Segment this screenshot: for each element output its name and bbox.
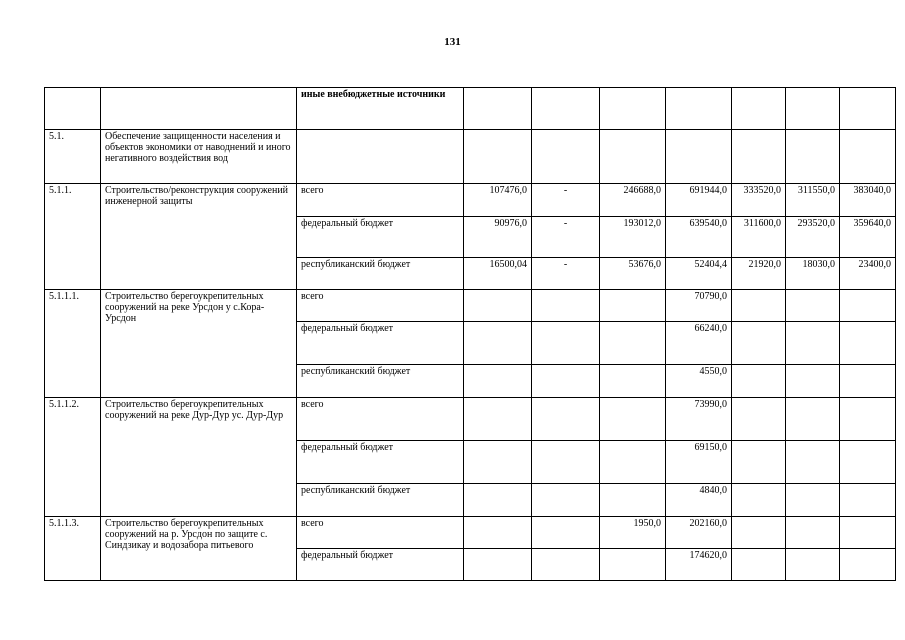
value-cell [840,484,896,517]
value-cell [532,517,600,549]
value-cell: 193012,0 [600,217,666,258]
value-cell [840,322,896,365]
value-cell [732,365,786,398]
value-cell [840,549,896,581]
value-cell: 293520,0 [786,217,840,258]
value-cell [464,549,532,581]
source-label: всего [297,517,464,549]
value-cell: 311600,0 [732,217,786,258]
value-cell [600,441,666,484]
value-cell: 21920,0 [732,258,786,290]
value-cell: 383040,0 [840,184,896,217]
value-cell [532,398,600,441]
value-cell: 73990,0 [666,398,732,441]
row-code: 5.1.1. [45,184,101,290]
value-cell: 69150,0 [666,441,732,484]
value-cell [532,365,600,398]
value-cell: 1950,0 [600,517,666,549]
source-label: всего [297,398,464,441]
value-cell [532,290,600,322]
table-row [45,517,896,549]
value-cell: - [532,217,600,258]
value-cell: 53676,0 [600,258,666,290]
value-cell [732,322,786,365]
value-cell [464,398,532,441]
table-row [45,184,896,217]
value-cell [532,549,600,581]
source-label: федеральный бюджет [297,549,464,581]
value-cell [600,398,666,441]
value-cell: - [532,184,600,217]
value-cell: 691944,0 [666,184,732,217]
value-cell [786,441,840,484]
row-code: 5.1.1.2. [45,398,101,517]
value-cell [532,322,600,365]
value-cell [464,484,532,517]
value-cell [600,549,666,581]
source-label: всего [297,290,464,322]
section-row [45,130,896,184]
value-cell: 333520,0 [732,184,786,217]
value-cell: 16500,04 [464,258,532,290]
value-cell [840,398,896,441]
value-cell: 70790,0 [666,290,732,322]
source-label: республиканский бюджет [297,365,464,398]
value-cell [840,517,896,549]
value-cell [840,290,896,322]
value-cell [786,322,840,365]
value-cell [732,517,786,549]
value-cell [840,441,896,484]
row-name: Строительство берегоукрепительных сооружений на р. Урсдон по защите с. Синдзикау и водозабора питьевого [101,517,297,581]
value-cell: 246688,0 [600,184,666,217]
page-number: 131 [444,36,461,48]
value-cell [732,398,786,441]
row-name: Строительство/реконструкция сооружений инженерной защиты [101,184,297,290]
value-cell [464,322,532,365]
source-label: федеральный бюджет [297,217,464,258]
value-cell: 52404,4 [666,258,732,290]
value-cell: 23400,0 [840,258,896,290]
value-cell: 107476,0 [464,184,532,217]
table-row [45,398,896,441]
value-cell: 90976,0 [464,217,532,258]
source-label: республиканский бюджет [297,484,464,517]
value-cell [786,484,840,517]
value-cell [786,290,840,322]
value-cell: 4550,0 [666,365,732,398]
source-label: федеральный бюджет [297,441,464,484]
row-name: Обеспечение защищенности населения и объектов экономики от наводнений и иного негативного воздействия вод [101,130,297,184]
value-cell [600,365,666,398]
value-cell [532,484,600,517]
row-code: 5.1.1.1. [45,290,101,398]
value-cell: 18030,0 [786,258,840,290]
value-cell [732,441,786,484]
value-cell [732,484,786,517]
value-cell [786,365,840,398]
row-code: 5.1. [45,130,101,184]
source-label: иные внебюджетные источники [297,88,464,130]
value-cell [786,517,840,549]
value-cell: 639540,0 [666,217,732,258]
value-cell: - [532,258,600,290]
budget-table [44,87,896,581]
source-label: федеральный бюджет [297,322,464,365]
value-cell [600,290,666,322]
row-name: Строительство берегоукрепительных сооружений на реке Дур-Дур ус. Дур-Дур [101,398,297,517]
value-cell [600,322,666,365]
value-cell [840,365,896,398]
source-label: всего [297,184,464,217]
value-cell [786,549,840,581]
value-cell [786,398,840,441]
source-label: республиканский бюджет [297,258,464,290]
row-code: 5.1.1.3. [45,517,101,581]
value-cell: 359640,0 [840,217,896,258]
value-cell: 66240,0 [666,322,732,365]
value-cell [732,290,786,322]
value-cell [464,290,532,322]
row-name: Строительство берегоукрепительных сооружений на реке Урсдон у с.Кора-Урсдон [101,290,297,398]
table-row [45,88,896,130]
value-cell [464,365,532,398]
value-cell: 4840,0 [666,484,732,517]
value-cell: 202160,0 [666,517,732,549]
value-cell [532,441,600,484]
value-cell: 174620,0 [666,549,732,581]
value-cell [600,484,666,517]
value-cell [732,549,786,581]
value-cell [464,441,532,484]
value-cell [464,517,532,549]
table-row [45,290,896,322]
value-cell: 311550,0 [786,184,840,217]
